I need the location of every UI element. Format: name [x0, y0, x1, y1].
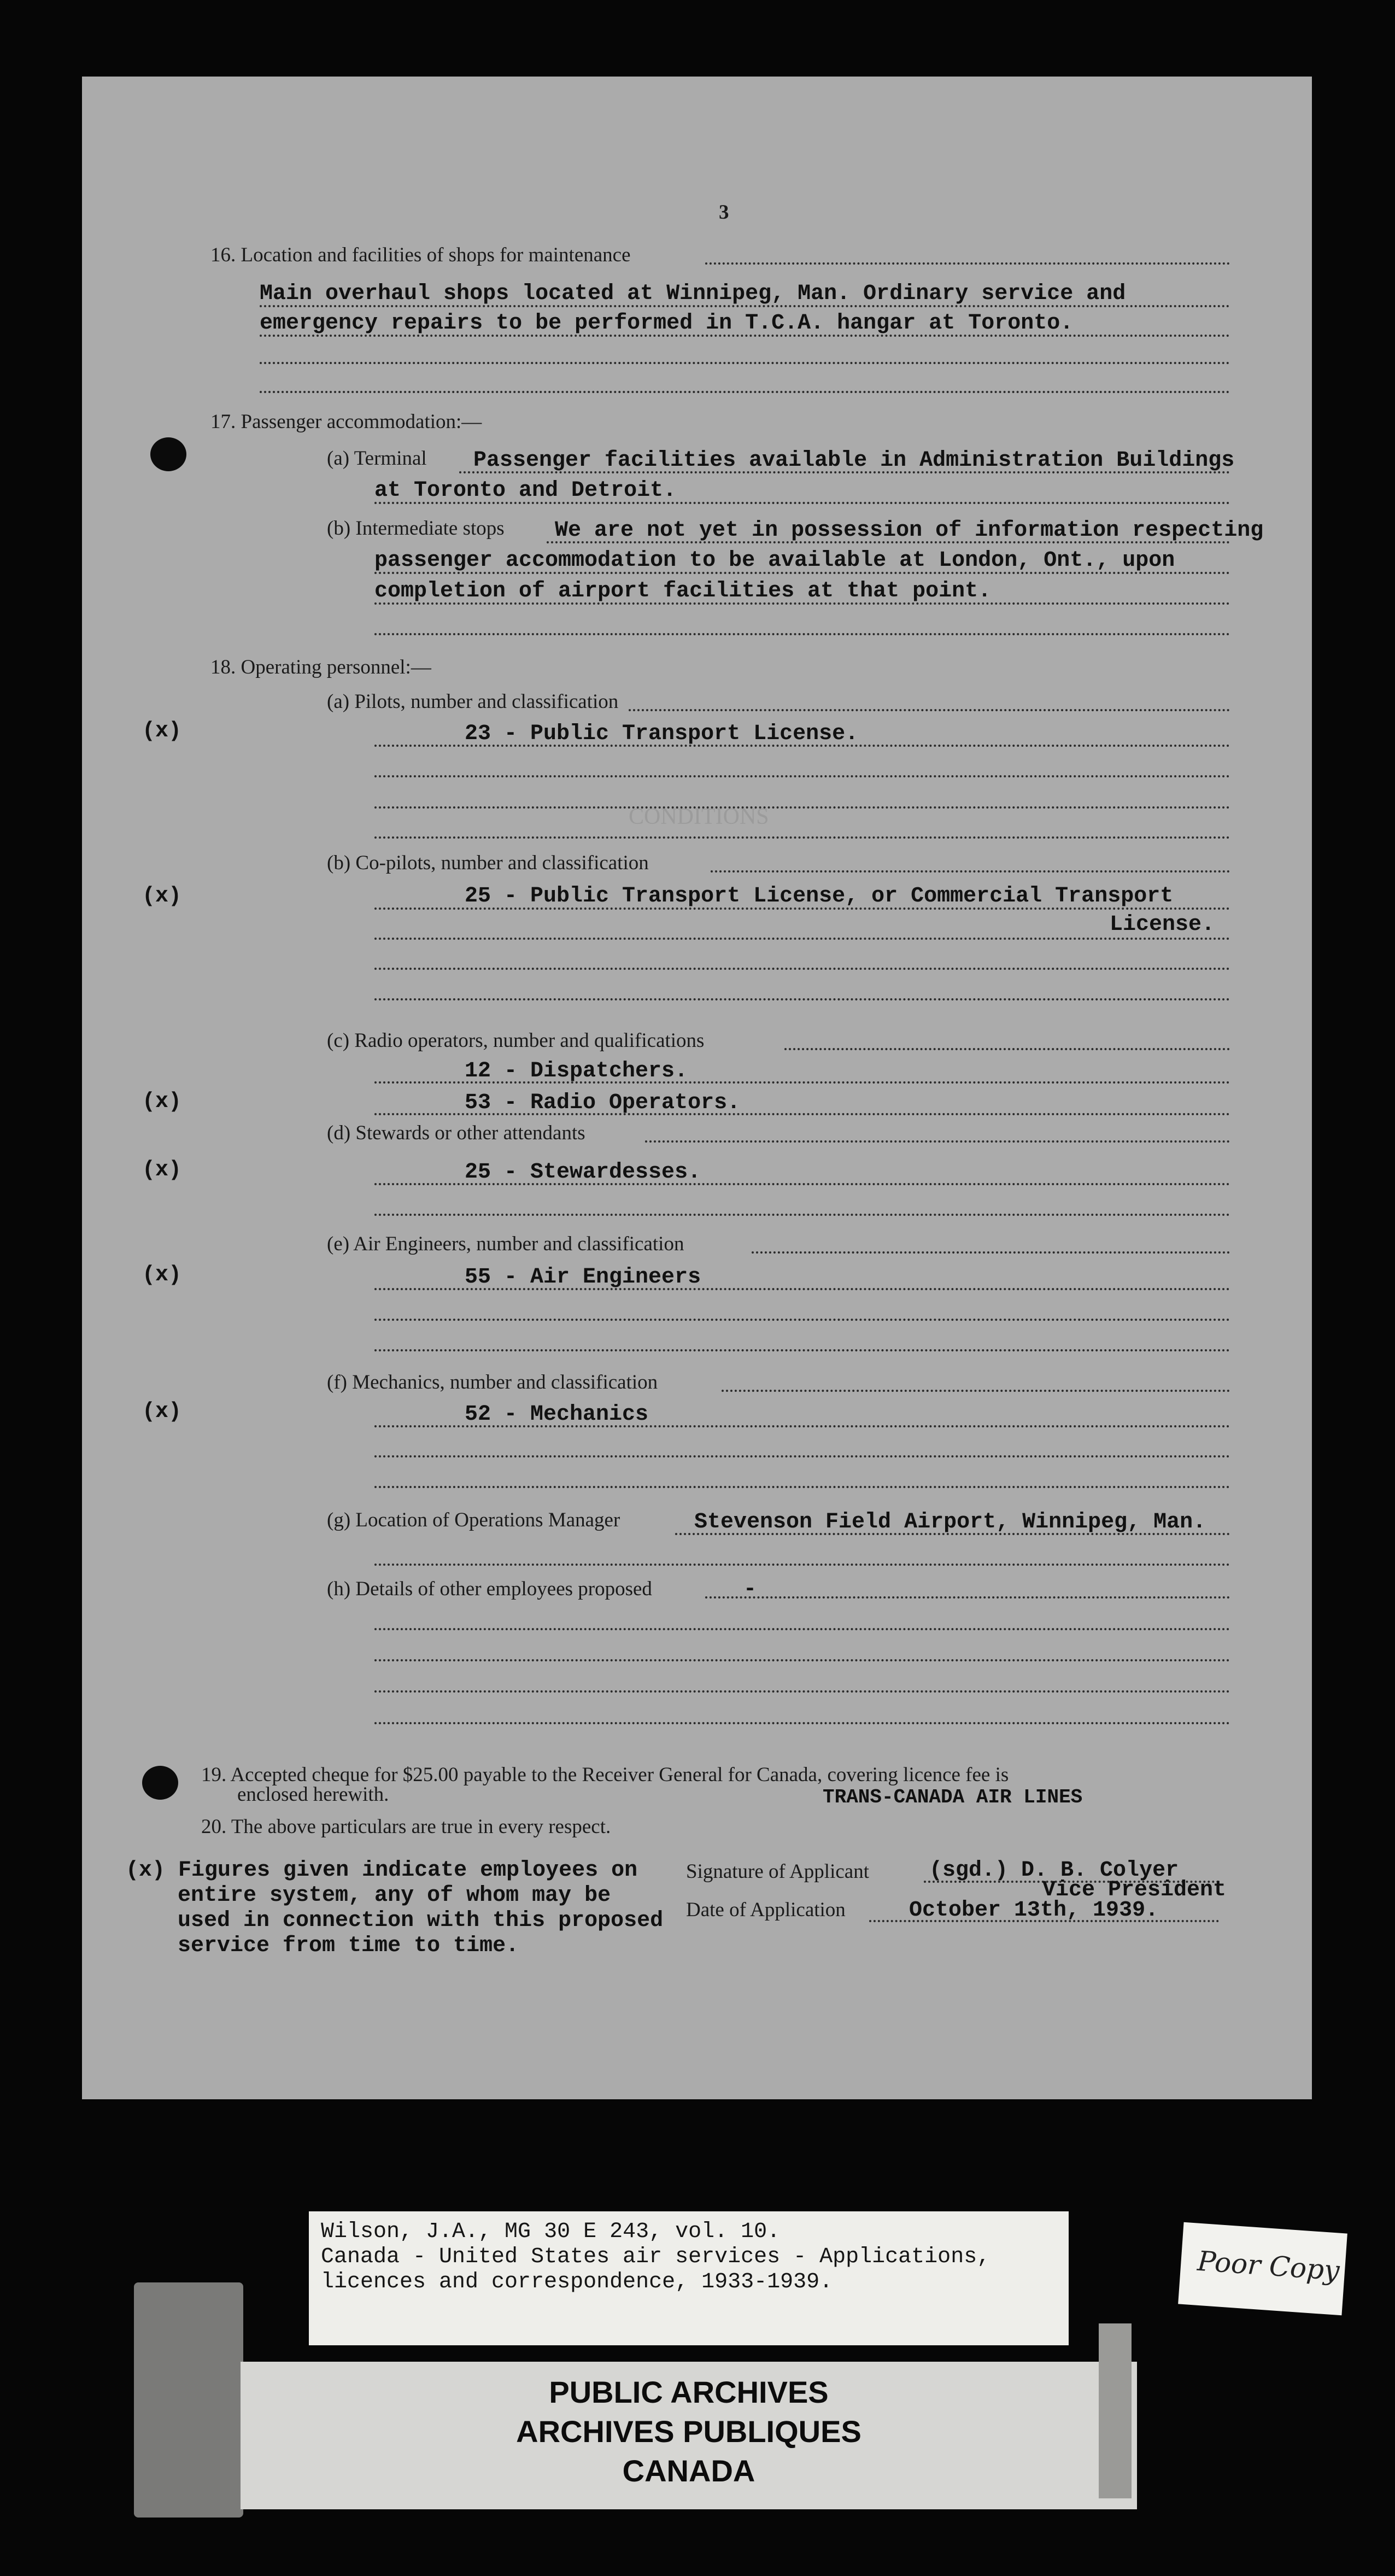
dotted-line [374, 1081, 1230, 1084]
dotted-line [374, 1486, 1230, 1488]
q18e-label: (e) Air Engineers, number and classification [327, 1233, 684, 1255]
q17b-answer-line3: completion of airport facilities at that point. [374, 579, 992, 604]
dotted-line [547, 541, 1230, 543]
x-mark: (x) [142, 1263, 182, 1287]
dotted-line [374, 1319, 1230, 1321]
q18h-answer: - [743, 1577, 757, 1602]
dotted-line [374, 908, 1230, 910]
dotted-line [374, 775, 1230, 777]
q16-answer-line2: emergency repairs to be performed in T.C.A. hangar at Toronto. [260, 311, 1074, 336]
x-mark: (x) [142, 884, 182, 909]
dotted-line [260, 335, 1230, 337]
q18-label: 18. Operating personnel:— [210, 656, 431, 678]
dotted-line [374, 1113, 1230, 1115]
dotted-line [374, 938, 1230, 940]
dotted-line [629, 709, 1230, 711]
binder-clip [134, 2282, 243, 2518]
q17-label: 17. Passenger accommodation:— [210, 411, 482, 433]
archives-label [241, 2362, 1137, 2509]
x-mark: (x) [142, 1090, 182, 1114]
signature-value: (sgd.) D. B. Colyer [929, 1858, 1179, 1883]
q18a-answer: 23 - Public Transport License. [465, 722, 859, 746]
archives-label-line2: ARCHIVES PUBLIQUES [516, 2414, 861, 2449]
dotted-line [374, 1349, 1230, 1351]
dotted-line [374, 1288, 1230, 1290]
q18c-answer-line1: 12 - Dispatchers. [465, 1059, 688, 1084]
q18g-answer: Stevenson Field Airport, Winnipeg, Man. [694, 1510, 1206, 1535]
dotted-line [374, 1628, 1230, 1630]
q16-label: 16. Location and facilities of shops for maintenance [210, 244, 631, 266]
q17a-label: (a) Terminal [327, 447, 427, 470]
dotted-line [374, 1690, 1230, 1693]
dotted-line [459, 471, 1230, 473]
card-line2: Canada - United States air services - Applications, [321, 2245, 990, 2269]
dotted-line [374, 1722, 1230, 1724]
signature-label: Signature of Applicant [686, 1860, 869, 1883]
footnote-line2: entire system, any of whom may be [178, 1883, 611, 1908]
q19-line1: 19. Accepted cheque for $25.00 payable to the Receiver General for Canada, covering licence fee is [201, 1764, 1009, 1786]
q18e-answer: 55 - Air Engineers [465, 1265, 701, 1290]
dotted-line [374, 1183, 1230, 1185]
q18c-answer-line2: 53 - Radio Operators. [465, 1091, 741, 1115]
q18h-label: (h) Details of other employees proposed [327, 1578, 652, 1600]
dotted-line [705, 1596, 1230, 1599]
dotted-line [374, 998, 1230, 1000]
card-line3: licences and correspondence, 1933-1939. [321, 2270, 833, 2294]
dotted-line [711, 870, 1230, 873]
dotted-line [374, 836, 1230, 839]
dotted-line [374, 806, 1230, 809]
q18a-label: (a) Pilots, number and classification [327, 690, 619, 713]
date-label: Date of Application [686, 1899, 846, 1921]
dotted-line [260, 305, 1230, 307]
signature-title: Vice President [1042, 1878, 1227, 1902]
dotted-line [784, 1048, 1230, 1050]
q18c-label: (c) Radio operators, number and qualifications [327, 1029, 705, 1052]
dotted-line [645, 1140, 1230, 1143]
q17b-answer-line2: passenger accommodation to be available at London, Ont., upon [374, 548, 1175, 573]
x-mark: (x) [142, 1400, 182, 1424]
binder-clip-right [1099, 2323, 1132, 2498]
q18d-answer: 25 - Stewardesses. [465, 1160, 701, 1185]
punch-hole [150, 437, 186, 471]
archives-label-line3: CANADA [622, 2454, 755, 2488]
q18d-label: (d) Stewards or other attendants [327, 1122, 585, 1144]
dotted-line [374, 1659, 1230, 1661]
date-value: October 13th, 1939. [909, 1898, 1159, 1923]
q18b-answer-line1: 25 - Public Transport License, or Commercial Transport [465, 884, 1174, 909]
q17b-label: (b) Intermediate stops [327, 517, 505, 540]
dotted-line [752, 1251, 1230, 1254]
dotted-line [374, 1214, 1230, 1216]
footnote-line1: (x) Figures given indicate employees on [126, 1858, 638, 1883]
punch-hole [142, 1766, 178, 1800]
archive-reference-card [309, 2211, 1069, 2345]
dotted-line [705, 262, 1230, 265]
dotted-line [722, 1390, 1230, 1392]
q19-line2: enclosed herewith. [237, 1783, 389, 1806]
dotted-line [374, 602, 1230, 605]
dotted-line [374, 1455, 1230, 1457]
q20-statement: 20. The above particulars are true in every respect. [201, 1816, 611, 1838]
q18f-answer: 52 - Mechanics [465, 1402, 649, 1427]
x-mark: (x) [142, 1158, 182, 1182]
dotted-line [374, 1564, 1230, 1566]
q17a-answer-line2: at Toronto and Detroit. [374, 478, 677, 503]
dotted-line [374, 1425, 1230, 1427]
dotted-line [260, 362, 1230, 364]
dotted-line [675, 1533, 1230, 1535]
dotted-line [374, 968, 1230, 970]
footnote-line4: service from time to time. [178, 1934, 519, 1958]
dotted-line [869, 1920, 1219, 1922]
footnote-line3: used in connection with this proposed [178, 1908, 664, 1933]
q17a-answer-line1: Passenger facilities available in Administration Buildings [473, 448, 1235, 473]
bleed-through-text: CONDITIONS [629, 804, 769, 829]
document-page [82, 77, 1312, 2099]
dotted-line [260, 391, 1230, 393]
dotted-line [374, 502, 1230, 504]
q17b-answer-line1: We are not yet in possession of information respecting [555, 518, 1264, 543]
archives-label-line1: PUBLIC ARCHIVES [549, 2375, 829, 2409]
page-number: 3 [719, 201, 729, 224]
dotted-line [374, 633, 1230, 635]
dotted-line [374, 572, 1230, 574]
q19-company: TRANS-CANADA AIR LINES [823, 1786, 1083, 1808]
q16-answer-line1: Main overhaul shops located at Winnipeg, Man. Ordinary service and [260, 282, 1126, 306]
x-mark: (x) [142, 719, 182, 743]
handwritten-note-tag [1178, 2222, 1347, 2316]
q18g-label: (g) Location of Operations Manager [327, 1509, 620, 1531]
dotted-line [374, 745, 1230, 747]
handwritten-note: Poor Copy [1196, 2245, 1341, 2287]
q18b-answer-line2: License. [1110, 912, 1215, 937]
q18f-label: (f) Mechanics, number and classification [327, 1371, 658, 1394]
card-line1: Wilson, J.A., MG 30 E 243, vol. 10. [321, 2220, 781, 2244]
q18b-label: (b) Co-pilots, number and classification [327, 852, 649, 874]
